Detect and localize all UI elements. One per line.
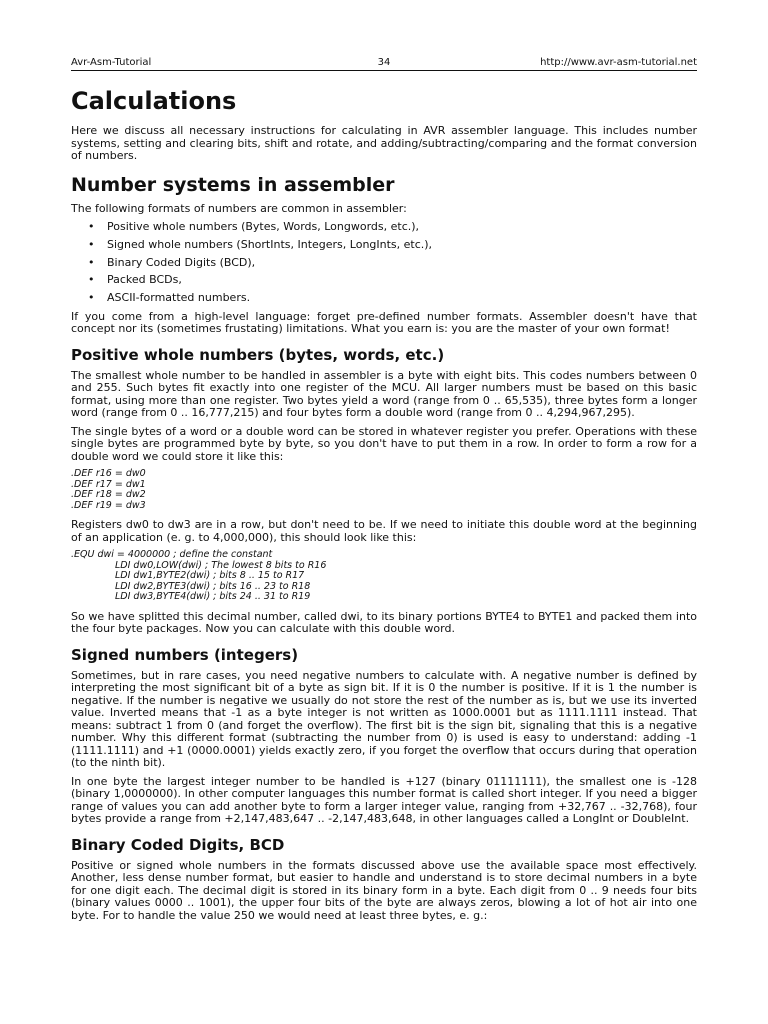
list-item-text: Signed whole numbers (ShortInts, Integers, LongInts, etc.), [107,237,433,251]
positive-paragraph-1: The smallest whole number to be handled in assembler is a byte with eight bits. This codes numbers between 0 and 255. Such bytes fit exactly into one register of the MCU. All larger numbers must be based on this basic format, using more than one register. Two bytes yield a word (range from 0 .. 65,535), three bytes form a longer word (range from 0 .. 16,777,215) and four bytes form a double word (range from 0 .. 4,294,967,295). [71,368,697,420]
code-line: .DEF r16 = dw0 [71,468,146,480]
intro-paragraph: Here we discuss all necessary instructions for calculating in AVR assembler language. This includes number systems, setting and clearing bits, shift and rotate, and adding/subtracting/comparing and the format conversion of numbers. [71,124,697,162]
signed-paragraph-2: In one byte the largest integer number to be handled is +127 (binary 01111111), the smallest one is -128 (binary 1,0000000). In other computer languages this number format is called short integer. If you need a bigger range of values you can add another byte to form a larger integer value, ranging from +32,767 .. -32,768), four bytes provide a range from +2,147,483,647 .. -2,147,483,648, in other languages called a LongInt or DoubleInt. [71,774,697,826]
list-item [88,292,697,305]
bullet-icon: • [88,255,95,269]
code-block-def [71,469,697,511]
list-item [88,274,697,287]
list-item [88,257,697,270]
positive-paragraph-2: The single bytes of a word or a double word can be stored in whatever register you prefer. Operations with these single bytes are programmed byte by byte, so you don't have to put them in a row. In order to form a row for a double word we could store it like this: [71,424,697,463]
code-line: .DEF r18 = dw2 [71,489,146,501]
list-item-text: ASCII-formatted numbers. [107,291,251,305]
code-line: LDI dw3,BYTE4(dwi) ; bits 24 .. 31 to R19 [115,591,311,603]
bullet-icon: • [88,291,95,305]
list-item-text: Binary Coded Digits (BCD), [107,255,256,269]
code-line: LDI dw1,BYTE2(dwi) ; bits 8 .. 15 to R17 [115,570,305,582]
bullet-icon: • [88,237,95,251]
number-systems-outro: If you come from a high-level language: forget pre-defined number formats. Assembler doesn't have that concept nor its (sometimes frustating) limitations. What you earn is: you are the master of your own format! [71,309,697,336]
bullet-icon: • [88,220,95,233]
list-item-text: Packed BCDs, [107,273,182,287]
page-content [71,86,697,928]
list-item [88,239,697,252]
positive-paragraph-3: Registers dw0 to dw3 are in a row, but don't need to be. If we need to initiate this double word at the beginning of an application (e. g. to 4,000,000), this should look like this: [71,518,697,544]
code-line: .DEF r19 = dw3 [71,499,146,511]
signed-paragraph-1: Sometimes, but in rare cases, you need negative numbers to calculate with. A negative number is defined by interpreting the most significant bit of a byte as sign bit. If it is 0 the number is positive. If it is 1 the number is negative. If the number is negative we usually do not store the rest of the number as is, but we use its inverted value. Inverted means that -1 as a byte integer is not written as 1000.0001 but as 1111.1111 instead. That means: subtract 1 from 0 (and forget the overflow). The first bit is the sign bit, signaling that this is a negative number. Why this different format (subtracting the number from 0) is used is easy to understand: adding -1 (1111.1111) and +1 (0000.0001) yields exactly zero, if you forget the overflow that occurs during that operation (to the ninth bit). [71,668,697,770]
section-heading-number-systems: Number systems in assembler [71,173,395,196]
code-line: LDI dw0,LOW(dwi) ; The lowest 8 bits to R16 [115,559,327,571]
list-item [88,221,697,234]
page-title: Calculations [71,87,237,115]
number-systems-lead: The following formats of numbers are common in assembler: [71,201,407,215]
number-format-list [71,221,697,305]
code-line: .DEF r17 = dw1 [71,478,146,490]
bullet-icon: • [88,273,95,287]
bcd-paragraph-1: Positive or signed whole numbers in the formats discussed above use the available space most effectively. Another, less dense number format, but easier to handle and understand is to store decimal numbers in a byte for one digit each. The decimal digit is stored in its binary form in a byte. Each digit from 0 .. 9 needs four bits (binary values 0000 .. 1001), the upper four bits of the byte are always zeros, blowing a lot of hot air into one byte. For to handle the value 250 we would need at least three bytes, e. g.: [71,858,697,922]
code-block-equ [71,550,697,603]
section-heading-signed-numbers: Signed numbers (integers) [71,645,299,664]
code-line: LDI dw2,BYTE3(dwi) ; bits 16 .. 23 to R18 [115,580,311,592]
code-line: .EQU dwi = 4000000 ; define the constant [71,549,273,561]
section-heading-positive-numbers: Positive whole numbers (bytes, words, etc.) [71,345,445,364]
page-header [71,56,697,71]
positive-paragraph-4: So we have splitted this decimal number, called dwi, to its binary portions BYTE4 to BYTE1 and packed them into the four byte packages. Now you can calculate with this double word. [71,609,697,636]
section-heading-bcd: Binary Coded Digits, BCD [71,835,285,854]
list-item-text: Positive whole numbers (Bytes, Words, Longwords, etc.), [107,220,420,233]
header-url: http://www.avr-asm-tutorial.net [540,57,697,68]
header-left: Avr-Asm-Tutorial [71,57,152,68]
page-number: 34 [377,57,391,68]
